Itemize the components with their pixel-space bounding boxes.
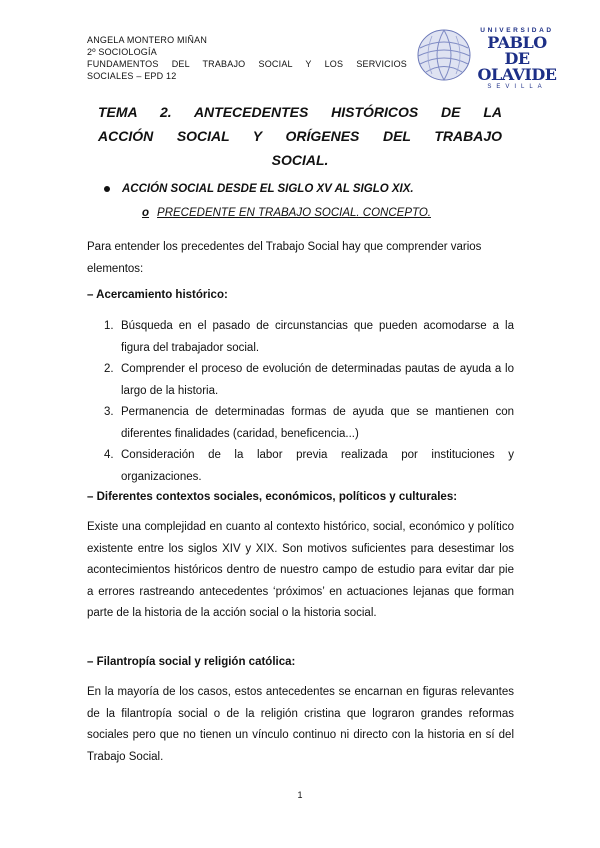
section-heading-text: ACCIÓN SOCIAL DESDE EL SIGLO XV AL SIGLO XIX. <box>122 183 414 195</box>
list-item-number: 3. <box>104 406 114 418</box>
list-item-text: Búsqueda en el pasado de circunstancias que pueden acomodarse a la figura del trabajador social. <box>121 320 514 354</box>
document-header <box>87 34 407 82</box>
subsection-heading-text: PRECEDENTE EN TRABAJO SOCIAL. CONCEPTO. <box>157 207 431 219</box>
logo-name-line2: OLAVIDE <box>477 65 557 84</box>
bullet-icon <box>104 186 110 192</box>
list-item-text: Consideración de la labor previa realizada por instituciones y organizaciones. <box>121 449 514 483</box>
section-heading <box>104 183 414 195</box>
header-course: 2º SOCIOLOGÍA <box>87 47 157 57</box>
subsection-marker: o <box>142 207 150 219</box>
contexts-paragraph: Existe una complejidad en cuanto al contexto histórico, social, económico y político existente entre los siglos XIV y XIX. Son motivos suficientes para desestimar los acontecimientos históricos dentro de nuestro campo de estudio para evitar dar pie a errores rastreando antecedentes ‘próximos’ en actuaciones lejanas que forman parte de la historia de la acción social o la historia social. <box>87 521 514 619</box>
header-author: ANGELA MONTERO MIÑAN <box>87 35 208 45</box>
list-item <box>104 402 514 445</box>
globe-emblem-icon <box>416 28 472 82</box>
title-line2: ACCIÓN SOCIAL Y ORÍGENES DEL TRABAJO <box>98 128 502 144</box>
list-item-number: 2. <box>104 363 114 375</box>
list-item-number: 4. <box>104 449 114 461</box>
logo-university-label: UNIVERSIDAD <box>480 27 554 34</box>
list-item <box>104 445 514 488</box>
logo-wordmark <box>474 26 560 92</box>
header-subject-line1: FUNDAMENTOS DEL TRABAJO SOCIAL Y LOS SERVICIOS <box>87 59 407 69</box>
title-line1: TEMA 2. ANTECEDENTES HISTÓRICOS DE LA <box>98 104 502 120</box>
logo-city-label: SEVILLA <box>487 84 547 90</box>
heading-historical-approach: – Acercamiento histórico: <box>87 289 228 301</box>
heading-contexts: – Diferentes contextos sociales, económicos, políticos y culturales: <box>87 491 458 503</box>
page-number: 1 <box>297 790 303 800</box>
header-subject-line2: SOCIALES – EPD 12 <box>87 71 177 81</box>
numbered-list <box>104 316 514 488</box>
philanthropy-paragraph: En la mayoría de los casos, estos antecedentes se encarnan en figuras relevantes de la filantropía social o de la religión cristina que lograron grandes reformas sociales pero que no tienen un vínculo continuo ni directo con la historia en sí del Trabajo Social. <box>87 686 514 763</box>
list-item-text: Permanencia de determinadas formas de ayuda que se mantienen con diferentes finalidades (caridad, beneficencia...) <box>121 406 514 440</box>
list-item-number: 1. <box>104 320 114 332</box>
heading-philanthropy: – Filantropía social y religión católica: <box>87 656 296 668</box>
title-line3: SOCIAL. <box>271 152 329 168</box>
intro-paragraph: Para entender los precedentes del Trabajo Social hay que comprender varios elementos: <box>87 241 482 275</box>
chapter-title <box>98 100 502 172</box>
list-item <box>104 316 514 359</box>
subsection-heading <box>142 207 431 219</box>
list-item <box>104 359 514 402</box>
logo-name-line1: PABLO DE <box>487 33 547 68</box>
list-item-text: Comprender el proceso de evolución de determinadas pautas de ayuda a lo largo de la historia. <box>121 363 514 397</box>
university-logo <box>416 26 560 90</box>
